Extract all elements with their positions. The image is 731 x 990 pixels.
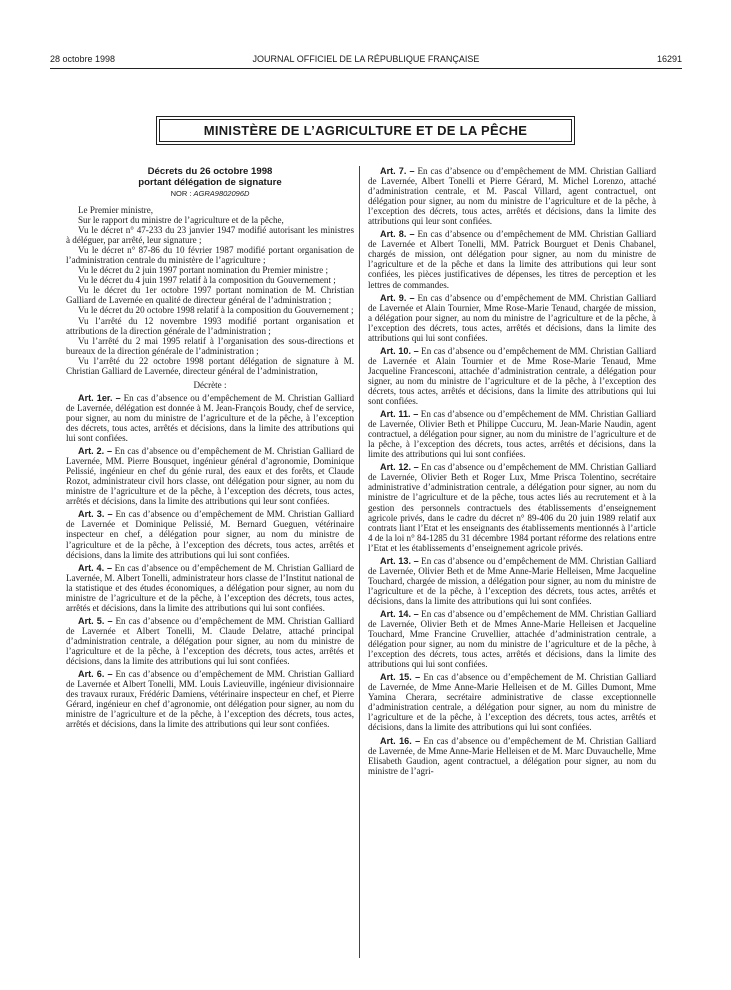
article-text: En cas d’absence ou d’empêchement de MM. Christian Galliard de Lavernée et Dominique Pelissié, M. Bernard Gueguen, vétérinaire inspecteur en chef, a délégation pour signer, au nom du ministre de l’agriculture et de la pêche, à l’exception des décrets, tous actes, arrêtés et décisions, dans la limite des attributions qui lui sont confiées. bbox=[66, 509, 354, 560]
left-column-content bbox=[66, 166, 354, 729]
nor-label: NOR : bbox=[170, 189, 192, 198]
preamble-paragraph: Vu l’arrêté du 12 novembre 1993 modifié portant organisation et attributions de la direction générale de l’administration ; bbox=[66, 315, 354, 336]
article-label: Art. 14. – bbox=[380, 608, 419, 619]
article bbox=[368, 736, 656, 776]
column-divider bbox=[359, 166, 360, 958]
article-label: Art. 13. – bbox=[380, 555, 419, 566]
article-label: Art. 16. – bbox=[380, 735, 421, 746]
article bbox=[368, 229, 656, 289]
article-text: En cas d’absence ou d’empêchement de M. Christian Galliard de Lavernée, MM. Pierre Bousquet, ingénieur général d’agronomie, Dominique Pelissié, ingénieur en chef du génie rural, des eaux et des forêts, et Claude Rozot, administrateur civil hors classe, ont délégation pour signer, au nom du ministre de l’agriculture et de la pêche, à l’exception des décrets, tous actes, arrêtés et décisions, dans la limite des attributions qui leur sont confiées. bbox=[66, 446, 354, 507]
ministry-banner bbox=[156, 116, 575, 145]
nor-reference bbox=[66, 188, 354, 199]
article-text: En cas d’absence ou d’empêchement de MM. Christian Galliard de Lavernée et Albert Tonelli, M. Claude Delatre, attaché principal d’administration centrale, a délégation pour signer, au nom du ministre de l’agriculture et de la pêche, à l’exception des décrets, tous actes, arrêtés et décisions, dans la limite des attributions qui lui sont confiées. bbox=[66, 615, 354, 667]
article bbox=[66, 616, 354, 666]
article bbox=[66, 509, 354, 559]
article-text: En cas d’absence ou d’empêchement de MM. Christian Galliard de Lavernée, Albert Tonelli et Pierre Gérard, M. Michel Lorenzo, attaché d’administration centrale, et M. Pascal Villard, agent contractuel, ont délégation pour signer, au nom du ministre de l’agriculture et de la pêche, à l’exception des décrets, tous actes, arrêtés et décisions, dans la limite des attributions qui leur sont confiées. bbox=[368, 166, 656, 227]
article-label: Art. 6. – bbox=[78, 669, 113, 680]
article bbox=[368, 672, 656, 732]
header-date: 28 octobre 1998 bbox=[50, 54, 116, 64]
article-label: Art. 11. – bbox=[380, 409, 419, 420]
article bbox=[368, 609, 656, 669]
article-text: En cas d’absence ou d’empêchement de M. Christian Galliard de Lavernée, délégation est donnée à M. Jean-François Boudy, chef de service, pour signer, au nom du ministre de l’agriculture et de la pêche, à l’exception des décrets, tous actes, arrêtés et décisions, dans la limite des attributions qui lui sont confiées. bbox=[66, 392, 354, 444]
preamble-paragraph: Vu le décret n° 87-86 du 10 février 1987 modifié portant organisation de l’administration centrale du ministère de l’agriculture ; bbox=[66, 245, 354, 266]
article-label: Art. 4. – bbox=[78, 562, 113, 573]
article-label: Art. 5. – bbox=[78, 615, 113, 626]
preamble-paragraph: Vu l’arrêté du 2 mai 1995 relatif à l’organisation des sous-directions et bureaux de la direction générale de l’administration ; bbox=[66, 335, 354, 356]
journal-title: JOURNAL OFFICIEL DE LA RÉPUBLIQUE FRANÇAISE bbox=[252, 54, 480, 64]
article bbox=[368, 346, 656, 406]
article-label: Art. 9. – bbox=[380, 292, 415, 303]
article bbox=[368, 166, 656, 226]
preamble-paragraph: Vu l’arrêté du 22 octobre 1998 portant délégation de signature à M. Christian Galliard de Lavernée, directeur général de l’administration, bbox=[66, 355, 354, 376]
preamble-paragraph: Vu le décret du 1er octobre 1997 portant nomination de M. Christian Galliard de Lavernée en qualité de directeur général de l’administration ; bbox=[66, 285, 354, 306]
preamble-paragraph: Vu le décret n° 47-233 du 23 janvier 1947 modifié autorisant les ministres à déléguer, par arrêté, leur signature ; bbox=[66, 225, 354, 246]
page-number: 16291 bbox=[656, 54, 682, 64]
article-label: Art. 2. – bbox=[78, 446, 113, 457]
article bbox=[66, 669, 354, 729]
article bbox=[368, 556, 656, 606]
article-label: Art. 10. – bbox=[380, 345, 419, 356]
article-text: En cas d’absence ou d’empêchement de M. Christian Galliard de Lavernée, de Mme Anne-Marie Helleisen et de M. Gilles Dumont, Mme Yamina Cherara, secrétaire administrative de classe exceptionnelle d’administration centrale, a délégation pour signer, au nom du ministre de l’agriculture et de la pêche, à l’exception des décrets, tous actes, arrêtés et décisions, dans la limite des attributions qui lui sont confiées. bbox=[368, 672, 656, 733]
preamble bbox=[66, 205, 354, 376]
articles-right bbox=[368, 166, 656, 776]
right-column bbox=[368, 166, 656, 779]
article-text: En cas d’absence ou d’empêchement de MM. Christian Galliard de Lavernée, Olivier Beth et de Mme Anne-Marie Helleisen, Mme Jacqueline Touchard, chargée de mission, a délégation pour signer, au nom du ministre de l’agriculture et de la pêche, à l’exception des décrets, tous actes, arrêtés et décisions, dans la limite des attributions qui lui sont confiées. bbox=[368, 555, 656, 606]
decree-title-line-1: Décrets du 26 octobre 1998 bbox=[147, 166, 273, 177]
preamble-paragraph: Sur le rapport du ministre de l’agriculture et de la pêche, bbox=[78, 215, 284, 226]
running-head bbox=[50, 54, 682, 68]
article bbox=[66, 446, 354, 506]
article-text: En cas d’absence ou d’empêchement de M. Christian Galliard de Lavernée, de Mme Anne-Marie Helleisen et de M. Marc Duvauchelle, Mme Elisabeth Gaudion, agent contractuel, a délégation pour signer, au nom du ministre de l’agri- bbox=[368, 735, 656, 776]
article bbox=[368, 293, 656, 343]
article-label: Art. 1er. – bbox=[78, 392, 121, 403]
decree-title-line-2: portant délégation de signature bbox=[138, 177, 282, 188]
nor-code: AGRA9802096D bbox=[193, 189, 250, 198]
article-text: En cas d’absence ou d’empêchement de MM. Christian Galliard de Lavernée et Alain Tournier et de Mme Rose-Marie Tenaud, Mme Jacqueline Francesconi, attachée d’administration centrale, a délégation pour signer, au nom du ministre de l’agriculture et de la pêche, à l’exception des décrets, tous actes, arrêtés et décisions, dans la limite des attributions qui lui sont confiées. bbox=[368, 345, 656, 407]
article-label: Art. 15. – bbox=[380, 672, 421, 683]
header-rule bbox=[50, 68, 682, 69]
article-text: En cas d’absence ou d’empêchement de MM. Christian Galliard de Lavernée et Albert Tonelli, MM. Patrick Bourguet et Denis Chabanel, chargés de mission, ont délégation pour signer, au nom du ministre de l’agriculture et de la pêche et dans la limite des attributions qui leur sont confiées, les pièces justificatives de dépenses, les titres de perception et les lettres de commandes. bbox=[368, 229, 656, 290]
ministry-title: MINISTÈRE DE L’AGRICULTURE ET DE LA PÊCHE bbox=[159, 119, 572, 142]
article-text: En cas d’absence ou d’empêchement de MM. Christian Galliard de Lavernée, Olivier Beth et de Mmes Anne-Marie Helleisen et Jacqueline Touchard, Mme Francine Cruvellier, attachée d’administration centrale, a délégation pour signer, au nom du ministre de l’agriculture et de la pêche, à l’exception des décrets, tous actes, arrêtés et décisions, dans la limite des attributions qui lui sont confiées. bbox=[368, 608, 656, 670]
article-text: En cas d’absence ou d’empêchement de MM. Christian Galliard de Lavernée, Olivier Beth et Philippe Cuccuru, M. Jean-Marie Naudin, agent contractuel, a délégation pour signer, au nom du ministre de l’agriculture et de la pêche, à l’exception des décrets, tous actes, arrêtés et décisions, dans la limite des attributions qui lui sont confiées. bbox=[368, 409, 656, 460]
preamble-paragraph: Vu le décret du 20 octobre 1998 relatif à la composition du Gouvernement ; bbox=[78, 305, 354, 316]
article bbox=[368, 462, 656, 552]
decrete-heading: Décrète : bbox=[193, 379, 227, 390]
article-label: Art. 8. – bbox=[380, 229, 415, 240]
article bbox=[66, 393, 354, 443]
article-label: Art. 12. – bbox=[380, 462, 419, 473]
article-label: Art. 3. – bbox=[78, 509, 113, 520]
preamble-paragraph: Vu le décret du 4 juin 1997 relatif à la composition du Gouvernement ; bbox=[78, 275, 336, 286]
article bbox=[368, 409, 656, 459]
article-text: En cas d’absence ou d’empêchement de MM. Christian Galliard de Lavernée et Alain Tournier, Mme Rose-Marie Tenaud, chargée de mission, a délégation pour signer, au nom du ministre de l’agriculture et de la pêche, à l’exception des décrets, tous actes, arrêtés et décisions, dans la limite des attributions qui lui sont confiées. bbox=[368, 292, 656, 343]
article-label: Art. 7. – bbox=[380, 166, 415, 176]
article bbox=[66, 563, 354, 613]
article-text: En cas d’absence ou d’empêchement de M. Christian Galliard de Lavernée, M. Albert Tonelli, administrateur hors classe de l’Institut national de la statistique et des études économiques, a délégation pour signer, au nom du ministre de l’agriculture et de la pêche, à l’exception des décrets, tous actes, arrêtés et décisions, dans la limite des attributions qui lui sont confiées. bbox=[66, 562, 354, 613]
article-text: En cas d’absence ou d’empêchement de MM. Christian Galliard de Lavernée et Albert Tonelli, MM. Louis Lavieuville, ingénieur divisionnaire des travaux ruraux, Frédéric Damiens, vétérinaire inspecteur en chef, et Pierre Gérard, ingénieur en chef d’agronomie, ont délégation pour signer, au nom du ministre de l’agriculture et de la pêche, à l’exception des décrets, tous actes, arrêtés et décisions, dans la limite des attributions qui leur sont confiées. bbox=[66, 669, 354, 730]
preamble-paragraph: Le Premier ministre, bbox=[78, 205, 154, 215]
articles-left bbox=[66, 393, 354, 730]
left-column bbox=[66, 166, 354, 732]
preamble-paragraph: Vu le décret du 2 juin 1997 portant nomination du Premier ministre ; bbox=[78, 265, 328, 276]
article-text: En cas d’absence ou d’empêchement de MM. Christian Galliard de Lavernée, Olivier Beth et Roger Lux, Mme Prisca Tolentino, secrétaire administrative d’administration centrale, a délégation pour signer, au nom du ministre de l’agriculture et de la pêche, tous actes liés au recrutement et à la gestion des personnels contractuels des établissements d’enseignement agricole privés, dans le cadre du décret n° 89-406 du 20 juin 1989 relatif aux contrats liant l’Etat et les enseignants des établissements mentionnés à l’article 4 de la loi n° 84-1285 du 31 décembre 1984 portant réforme des relations entre l’Etat et les établissements d’enseignement agricole privés. bbox=[368, 462, 656, 553]
